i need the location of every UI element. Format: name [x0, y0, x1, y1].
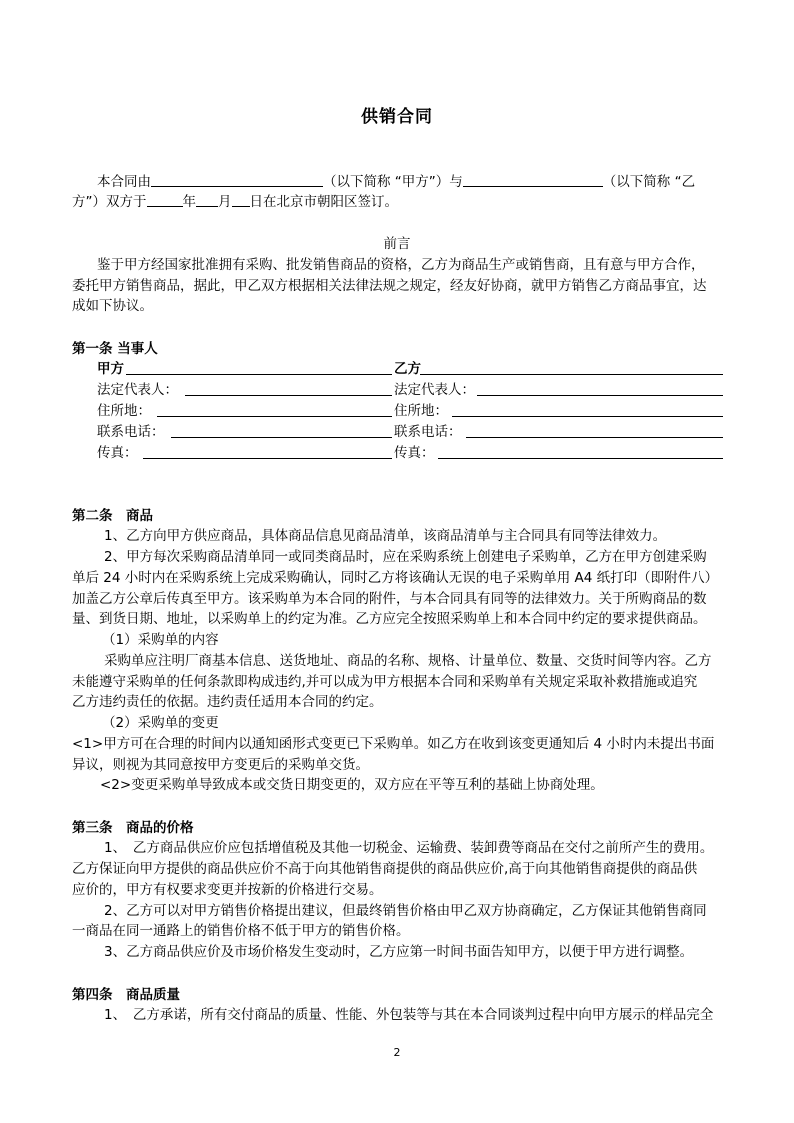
article-2-line: 2、甲方每次采购商品清单同一或同类商品时，应在采购系统上创建电子采购单，乙方在甲方创建采购 [104, 549, 707, 565]
preface-heading: 前言 [383, 236, 411, 252]
a-phone-line [171, 437, 392, 438]
intro-text: 方”）双方于 [72, 194, 147, 210]
b-fax-label: 传真： [394, 445, 435, 461]
a-address-label: 住所地： [97, 403, 151, 419]
b-phone-label: 联系电话： [394, 424, 462, 440]
article-3-line: 一商品在同一通路上的销售价格不低于甲方的销售价格。 [72, 923, 410, 939]
article-2-line: 1、乙方向甲方供应商品，具体商品信息见商品清单，该商品清单与主合同具有同等法律效力。 [104, 528, 667, 544]
article-2-line: 乙方违约责任的依据。违约责任适用本合同的约定。 [72, 694, 383, 710]
article-2-line: 异议，则视为其同意按甲方变更后的采购单交货。 [72, 757, 369, 773]
article-3-heading: 第三条 商品的价格 [72, 820, 194, 836]
blank-year [147, 192, 183, 207]
article-2-line: 单后 24 小时内在采购系统上完成采购确认，同时乙方将该确认无误的电子采购单用 A4 纸打印（即附件八） [72, 570, 719, 586]
intro-text: 日在北京市朝阳区签订。 [249, 194, 398, 210]
blank-party-a [151, 172, 323, 187]
article-2-heading: 第二条 商品 [72, 508, 153, 524]
article-3-line: 乙方保证向甲方提供的商品供应价不高于向其他销售商提供的商品供应价,高于向其他销售商提供的商品供 [72, 861, 698, 877]
party-a-label: 甲方 [97, 361, 124, 377]
blank-month [196, 192, 218, 207]
page-number: 2 [393, 1046, 401, 1059]
intro-text: 月 [218, 194, 232, 210]
b-address-line [452, 416, 723, 417]
a-phone-label: 联系电话： [97, 424, 165, 440]
article-3-line: 1、 乙方商品供应价应包括增值税及其他一切税金、运输费、装卸费等商品在交付之前所产生的费用。 [104, 840, 714, 856]
blank-day [232, 192, 250, 207]
party-b-line [420, 374, 723, 375]
intro-text: 年 [182, 194, 196, 210]
preface-line: 成如下协议。 [72, 298, 153, 314]
blank-party-b [463, 172, 603, 187]
a-address-line [157, 416, 392, 417]
article-2-subheading: （1）采购单的内容 [102, 632, 219, 648]
intro-line-1 [97, 172, 732, 191]
b-legal-rep-label: 法定代表人： [394, 382, 475, 398]
article-2-line: 未能遵守采购单的任何条款即构成违约,并可以成为甲方根据本合同和采购单有关规定采取补救措施或追究 [72, 674, 698, 690]
article-2-line: <1>甲方可在合理的时间内以通知函形式变更已下采购单。如乙方在收到该变更通知后 4 小时内未提出书面 [72, 736, 715, 752]
article-2-line: <2>变更采购单导致成本或交货日期变更的，双方应在平等互利的基础上协商处理。 [100, 777, 604, 793]
party-b-label: 乙方 [394, 361, 421, 377]
intro-text: （以下简称 “甲方”）与 [323, 174, 463, 190]
b-fax-line [438, 458, 723, 459]
article-2-line: 量、到货日期、地址，以采购单上的约定为准。乙方应完全按照采购单上和本合同中约定的要求提供商品。 [72, 611, 707, 627]
intro-text: 本合同由 [97, 174, 151, 190]
intro-text: （以下简称 “乙 [602, 174, 696, 190]
article-2-line: 加盖乙方公章后传真至甲方。该采购单为本合同的附件，与本合同具有同等的法律效力。关于所购商品的数 [72, 591, 707, 607]
article-3-line: 2、乙方可以对甲方销售价格提出建议，但最终销售价格由甲乙双方协商确定，乙方保证其他销售商同 [104, 903, 707, 919]
article-3-line: 应价的，甲方有权要求变更并按新的价格进行交易。 [72, 882, 383, 898]
b-legal-rep-line [477, 395, 723, 396]
a-legal-rep-label: 法定代表人： [97, 382, 178, 398]
article-1-heading: 第一条 当事人 [72, 341, 158, 357]
article-2-line: 采购单应注明厂商基本信息、送货地址、商品的名称、规格、计量单位、数量、交货时间等内容。乙方 [104, 653, 712, 669]
preface-line: 鉴于甲方经国家批准拥有采购、批发销售商品的资格，乙方为商品生产或销售商，且有意与甲方合作， [97, 257, 705, 273]
a-fax-line [143, 458, 392, 459]
intro-line-2 [72, 192, 732, 211]
b-address-label: 住所地： [394, 403, 448, 419]
article-4-line: 1、 乙方承诺，所有交付商品的质量、性能、外包装等与其在本合同谈判过程中向甲方展示的样品完全 [104, 1007, 714, 1023]
article-4-heading: 第四条 商品质量 [72, 987, 180, 1003]
article-3-line: 3、乙方商品供应价及市场价格发生变动时，乙方应第一时间书面告知甲方，以便于甲方进行调整。 [104, 944, 694, 960]
article-2-subheading: （2）采购单的变更 [102, 715, 219, 731]
a-fax-label: 传真： [97, 445, 138, 461]
preface-line: 委托甲方销售商品，据此，甲乙双方根据相关法律法规之规定，经友好协商，就甲方销售乙方商品事宜，达 [72, 278, 707, 294]
party-a-line [126, 374, 392, 375]
b-phone-line [466, 437, 723, 438]
a-legal-rep-line [185, 395, 392, 396]
document-title: 供销合同 [361, 107, 433, 127]
